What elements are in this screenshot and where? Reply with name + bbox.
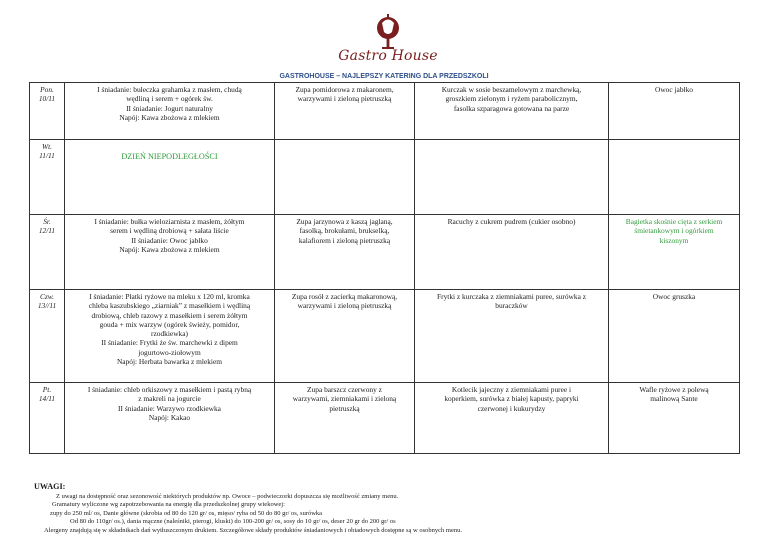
menu-text-line: warzywami, ziemniakami i zieloną (292, 394, 397, 404)
main-course-cell (415, 83, 609, 140)
menu-text-line: Owoc gruszka (652, 292, 696, 301)
day-date: 11/11 (39, 151, 55, 161)
menu-text-line: serem i wędliną drobiową + sałata liście (110, 226, 229, 236)
day-name: Pt. (42, 385, 52, 394)
soup-cell (275, 140, 415, 215)
menu-text-line: I śniadanie: bułeczka grahamka z masłem, chudą (97, 85, 242, 94)
menu-text-line: chleba kaszubskiego „ziarniak” z masełkiem i wędliną (88, 301, 251, 311)
menu-text-line: kalafiorem i zieloną pietruszką (298, 235, 391, 245)
snack-cell (609, 215, 740, 290)
menu-table (29, 82, 740, 454)
menu-text-line: warzywami i zieloną pietruszką (297, 94, 392, 104)
menu-text-line: II śniadanie: Owoc jabłko (131, 235, 208, 245)
menu-row (30, 140, 740, 215)
menu-text-line: fasolka szparagowa gotowana na parze (453, 103, 570, 113)
menu-row (30, 215, 740, 290)
menu-text-line: Frytki z kurczaka z ziemniakami puree, surówka z (437, 292, 586, 301)
menu-text-line: pietruszką (329, 403, 360, 413)
breakfast-cell (65, 215, 275, 290)
day-cell (30, 215, 65, 290)
snack-cell (609, 383, 740, 454)
menu-text-line: Racuchy z cukrem pudrem (cukier osobno) (447, 217, 576, 226)
day-cell (30, 290, 65, 383)
menu-text-line: z makreli na jogurcie (138, 394, 201, 404)
menu-text-line: Kotlecik jajeczny z ziemniakami puree i (451, 385, 572, 394)
day-name: Czw. (39, 292, 55, 301)
day-name: Wt. (41, 142, 53, 151)
note-line: Od 80 do 110gr/ os.), dania mączne (naleśniki, pierogi, kluski) do 100-200 gr/ os, sosy do 10 gr/ os, deser 20 gr do 200 gr/ os (70, 518, 396, 526)
day-date: 10/11 (38, 94, 56, 104)
menu-text-line: II śniadanie: Warzywo rzodkiewka (118, 403, 221, 413)
note-line: Z uwagi na dostępność oraz sezonowość niektórych produktów np. Owoce – podwieczorki dopuszcza się możliwość zmiany menu. (56, 492, 399, 500)
menu-text-line: Napój: Kawa zbożowa z mlekiem (119, 244, 220, 254)
snack-cell (609, 140, 740, 215)
menu-text-line: kiszonym (659, 235, 689, 245)
menu-text-line: Kurczak w sosie beszamelowym z marchewką, (441, 85, 582, 94)
menu-text-line: Owoc jabłko (655, 85, 693, 94)
notes-title: UWAGI: (34, 482, 66, 491)
day-date: 12/11 (38, 226, 56, 236)
menu-text-line: Bagietka skośnie cięta z serkiem (625, 217, 723, 226)
breakfast-cell (65, 290, 275, 383)
menu-text-line: drobiową, chleb razowy z masełkiem i serem żółtym (91, 310, 248, 320)
note-line: Alergeny znajdują się w składnikach dań wytłuszczonym drukiem. Szczegółowe składy produktów śniadaniowych i obiadowych dostępne są w osobnych menu. (44, 526, 462, 534)
snack-cell (609, 83, 740, 140)
menu-text-line: rzodkiewka) (151, 329, 188, 339)
breakfast-cell (65, 83, 275, 140)
page-subtitle: GASTROHOUSE – NAJLEPSZY KATERING DLA PRZEDSZKOLI (279, 73, 489, 80)
menu-text-line: koperkiem, surówka z białej kapusty, papryki (444, 394, 579, 404)
menu-text-line: Zupa pomidorowa z makaronem, (295, 85, 394, 94)
soup-cell (275, 215, 415, 290)
menu-text-line: groszkiem zielonym i ryżem parabolicznym, (445, 94, 578, 104)
holiday-label: DZIEŃ NIEPODLEGŁOŚCI (121, 152, 218, 161)
menu-text-line: malinową Sante (650, 394, 698, 404)
main-course-cell (415, 383, 609, 454)
menu-text-line: buraczków (495, 301, 528, 311)
menu-text-line: Zupa jarzynowa z kaszą jaglaną, (296, 217, 393, 226)
menu-text-line: Napój: Herbata bawarka z mlekiem (116, 357, 223, 367)
main-course-cell (415, 140, 609, 215)
menu-text-line: fasolką, brokułami, brukselką, (299, 226, 390, 236)
main-course-cell (415, 215, 609, 290)
note-line: zupy do 250 ml/ os, Danie główne (skrobia od 80 do 120 gr/ os, mięso/ ryba od 50 do 80 gr/ os, surówka (50, 509, 323, 517)
menu-text-line: I śniadanie: chleb orkiszowy z masełkiem i pastą rybną (87, 385, 252, 394)
menu-row (30, 290, 740, 383)
menu-text-line: II śniadanie: Frytki że św. marchewki z dipem (101, 338, 238, 348)
menu-row (30, 383, 740, 454)
menu-text-line: Zupa rosół z zacierką makaronową, (291, 292, 398, 301)
menu-text-line: Napój: Kawa zbożowa z mlekiem (119, 112, 220, 122)
menu-text-line: warzywami i zieloną pietruszką (297, 301, 392, 311)
menu-text-line: I śniadanie: bułka wieloziarnista z masłem, żółtym (94, 217, 245, 226)
breakfast-cell (65, 140, 275, 215)
soup-cell (275, 383, 415, 454)
menu-row (30, 83, 740, 140)
menu-text-line: wędliną i serem + ogórek św. (126, 94, 213, 104)
soup-cell (275, 83, 415, 140)
soup-cell (275, 290, 415, 383)
day-cell (30, 383, 65, 454)
gastrohouse-logo (318, 14, 458, 70)
notes-section (34, 483, 754, 536)
menu-text-line: jogurtowo-ziołowym (138, 347, 201, 357)
day-name: Śr. (43, 217, 51, 226)
day-cell (30, 83, 65, 140)
menu-text-line: Zupa barszcz czerwony z (307, 385, 382, 394)
day-date: 14/11 (38, 394, 56, 404)
note-line: Gramatury wyliczone wg zapotrzebowania na energię dla przedszkolnej grupy wiekowej: (52, 501, 285, 509)
day-name: Pon. (40, 85, 54, 94)
breakfast-cell (65, 383, 275, 454)
menu-text-line: czerwonej i kukurydzy (477, 403, 546, 413)
main-course-cell (415, 290, 609, 383)
menu-text-line: Wafle ryżowe z polewą (639, 385, 709, 394)
menu-text-line: Napój: Kakao (148, 412, 191, 422)
menu-text-line: II śniadanie: Jogurt naturalny (126, 103, 213, 113)
day-cell (30, 140, 65, 215)
menu-text-line: gouda + mix warzyw (ogórek świeży, pomidor, (99, 319, 240, 329)
menu-text-line: śmietankowym i ogórkiem (634, 226, 714, 236)
menu-text-line: I śniadanie: Płatki ryżowe na mleku x 120 ml, kromka (89, 292, 250, 301)
logo-text: Gastro House (338, 48, 438, 64)
snack-cell (609, 290, 740, 383)
day-date: 13//11 (37, 301, 57, 311)
